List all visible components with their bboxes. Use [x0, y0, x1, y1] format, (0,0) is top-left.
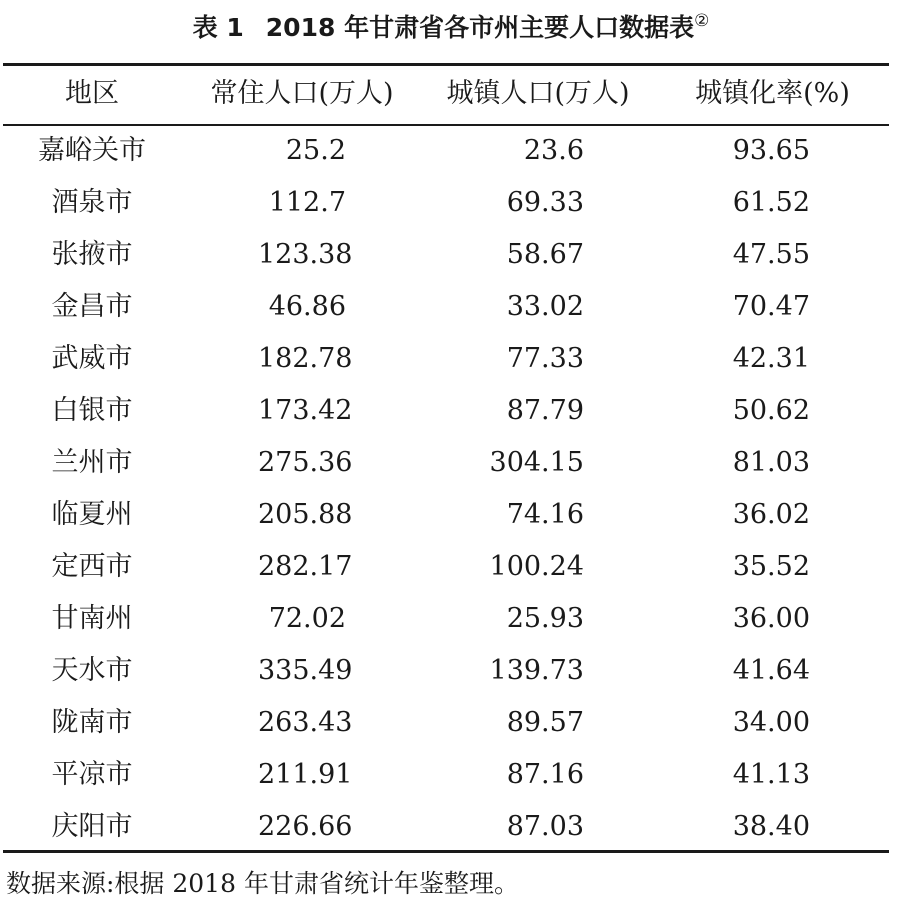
cell-resident-population: 226.66: [258, 811, 353, 842]
cell-resident-population: 72.02: [268, 603, 346, 634]
header-resident-population: 常住人口(万人): [210, 78, 394, 109]
cell-region: 武威市: [51, 343, 133, 374]
cell-resident-population: 275.36: [258, 447, 353, 478]
header-urbanization-rate: 城镇化率(%): [695, 78, 850, 109]
cell-urban-population: 139.73: [489, 655, 584, 686]
cell-region: 陇南市: [51, 707, 133, 738]
cell-resident-population: 182.78: [258, 343, 353, 374]
cell-urban-population: 74.16: [506, 499, 584, 530]
source-note: 数据来源:根据 2018 年甘肃省统计年鉴整理。: [6, 869, 519, 898]
cell-resident-population: 263.43: [258, 707, 353, 738]
cell-urbanization-rate: 81.03: [732, 447, 810, 478]
cell-urbanization-rate: 41.13: [732, 759, 810, 790]
cell-urban-population: 33.02: [506, 291, 584, 322]
cell-region: 金昌市: [51, 291, 133, 322]
cell-urban-population: 304.15: [489, 447, 584, 478]
cell-urban-population: 77.33: [506, 343, 584, 374]
cell-resident-population: 211.91: [258, 759, 353, 790]
cell-urban-population: 100.24: [489, 551, 584, 582]
cell-region: 平凉市: [51, 759, 133, 790]
cell-urbanization-rate: 70.47: [732, 291, 810, 322]
top-rule: [3, 63, 889, 66]
cell-region: 庆阳市: [51, 811, 133, 842]
cell-region: 天水市: [51, 655, 133, 686]
cell-resident-population: 173.42: [258, 395, 353, 426]
table-caption: [0, 10, 902, 46]
cell-urban-population: 87.16: [506, 759, 584, 790]
cell-region: 张掖市: [51, 239, 133, 270]
cell-urbanization-rate: 47.55: [732, 239, 810, 270]
cell-urban-population: 87.03: [506, 811, 584, 842]
cell-region: 临夏州: [51, 499, 133, 530]
cell-urban-population: 58.67: [506, 239, 584, 270]
cell-urbanization-rate: 93.65: [732, 135, 810, 166]
cell-resident-population: 25.2: [285, 135, 346, 166]
footnote-marker: ②: [694, 11, 710, 31]
cell-resident-population: 205.88: [258, 499, 353, 530]
cell-region: 兰州市: [51, 447, 133, 478]
header-urban-population: 城镇人口(万人): [446, 78, 630, 109]
cell-region: 白银市: [51, 395, 133, 426]
cell-region: 酒泉市: [51, 187, 133, 218]
cell-region: 嘉峪关市: [38, 135, 146, 166]
cell-urbanization-rate: 35.52: [732, 551, 810, 582]
cell-urbanization-rate: 36.00: [732, 603, 810, 634]
cell-urban-population: 89.57: [506, 707, 584, 738]
cell-resident-population: 335.49: [258, 655, 353, 686]
cell-urbanization-rate: 50.62: [732, 395, 810, 426]
header-region: 地区: [65, 78, 119, 109]
cell-urban-population: 25.93: [506, 603, 584, 634]
table-title: 2018 年甘肃省各市州主要人口数据表: [265, 13, 695, 42]
cell-urban-population: 69.33: [506, 187, 584, 218]
cell-resident-population: 282.17: [258, 551, 353, 582]
cell-resident-population: 112.7: [268, 187, 346, 218]
bottom-rule: [3, 850, 889, 853]
cell-resident-population: 46.86: [268, 291, 346, 322]
cell-region: 甘南州: [51, 603, 133, 634]
table-number: 表 1: [192, 13, 244, 42]
cell-urban-population: 23.6: [523, 135, 584, 166]
cell-urbanization-rate: 38.40: [732, 811, 810, 842]
cell-urbanization-rate: 42.31: [732, 343, 810, 374]
cell-urbanization-rate: 34.00: [732, 707, 810, 738]
cell-region: 定西市: [51, 551, 133, 582]
cell-resident-population: 123.38: [258, 239, 353, 270]
cell-urbanization-rate: 36.02: [732, 499, 810, 530]
cell-urbanization-rate: 41.64: [732, 655, 810, 686]
cell-urban-population: 87.79: [506, 395, 584, 426]
cell-urbanization-rate: 61.52: [732, 187, 810, 218]
